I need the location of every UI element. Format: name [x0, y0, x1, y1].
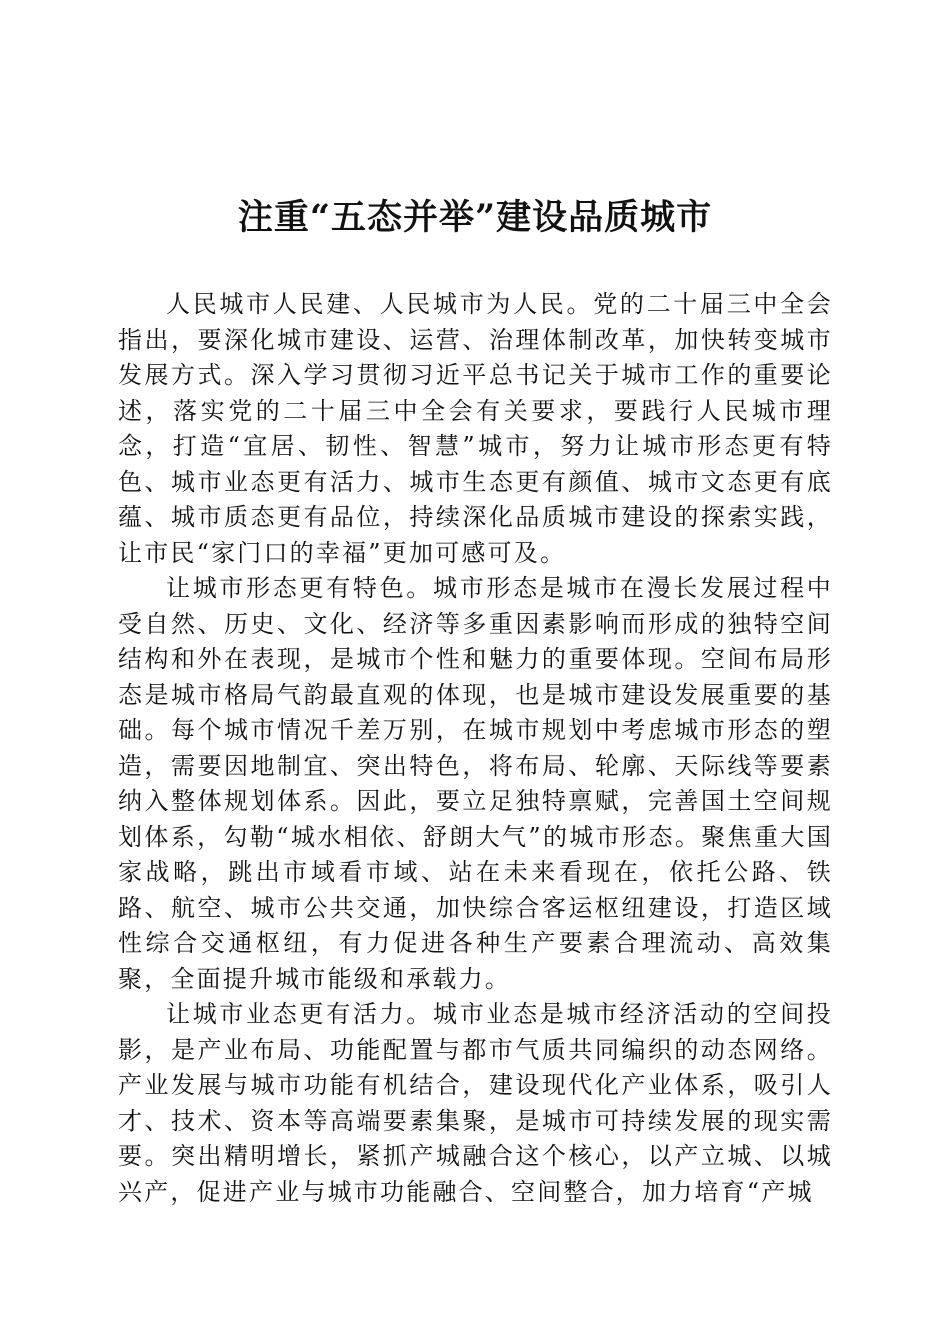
document-title: 注重“五态并举”建设品质城市: [237, 197, 713, 238]
document-body: [118, 287, 833, 1210]
paragraph-urban-form: 让城市形态更有特色。城市形态是城市在漫长发展过程中受自然、历史、文化、经济等多重因素影响而形成的独特空间结构和外在表现，是城市个性和魅力的重要体现。空间布局形态是城市格局气韵最直观的体现，也是城市建设发展重要的基础。每个城市情况千差万别，在城市规划中考虑城市形态的塑造，需要因地制宜、突出特色，将布局、轮廓、天际线等要素纳入整体规划体系。因此，要立足独特禀赋，完善国土空间规划体系，勾勒“城水相依、舒朗大气”的城市形态。聚焦重大国家战略，跳出市域看市域、站在未来看现在，依托公路、铁路、航空、城市公共交通，加快综合客运枢纽建设，打造区域性综合交通枢纽，有力促进各种生产要素合理流动、高效集聚，全面提升城市能级和承载力。: [118, 574, 833, 993]
paragraph-intro: 人民城市人民建、人民城市为人民。党的二十届三中全会指出，要深化城市建设、运营、治理体制改革，加快转变城市发展方式。深入学习贯彻习近平总书记关于城市工作的重要论述，落实党的二十届三中全会有关要求，要践行人民城市理念，打造“宜居、韧性、智慧”城市，努力让城市形态更有特色、城市业态更有活力、城市生态更有颜值、城市文态更有底蕴、城市质态更有品位，持续深化品质城市建设的探索实践，让市民“家门口的幸福”更加可感可及。: [118, 290, 833, 567]
paragraph-urban-business: 让城市业态更有活力。城市业态是城市经济活动的空间投影，是产业布局、功能配置与都市气质共同编织的动态网络。产业发展与城市功能有机结合，建设现代化产业体系，吸引人才、技术、资本等高端要素集聚，是城市可持续发展的现实需要。突出精明增长，紧抓产城融合这个核心，以产立城、以城兴产，促进产业与城市功能融合、空间整合，加力培育“产城: [118, 1000, 833, 1206]
